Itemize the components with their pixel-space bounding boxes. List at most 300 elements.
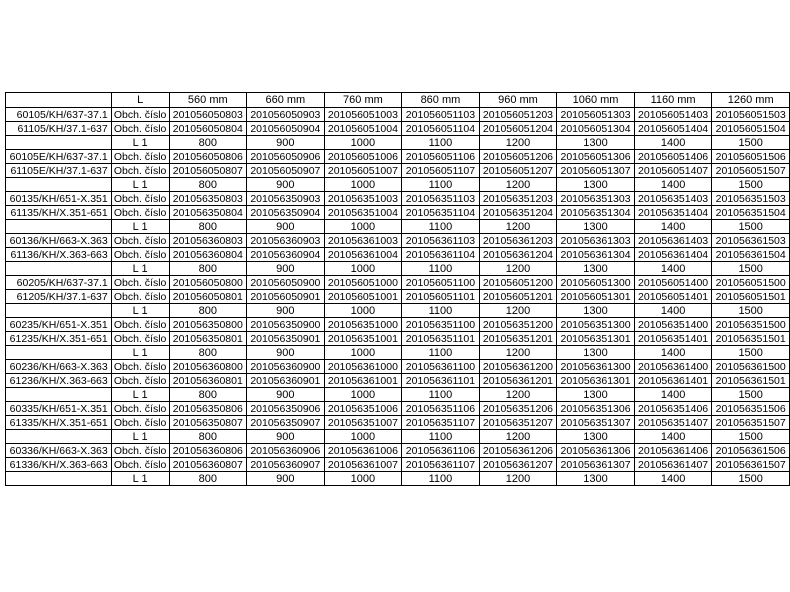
article-code-cell: 201056360900 — [247, 360, 325, 374]
l1-value-cell: 1500 — [712, 304, 790, 318]
l1-value-cell: 1100 — [402, 472, 479, 486]
l1-value-cell: 1200 — [479, 178, 557, 192]
l1-value-cell: 1500 — [712, 472, 790, 486]
l1-row — [6, 304, 790, 318]
article-code-cell: 201056361100 — [402, 360, 479, 374]
article-code-cell: 201056361404 — [634, 248, 712, 262]
article-code-cell: 201056051000 — [324, 276, 402, 290]
l1-value-cell: 1400 — [634, 178, 712, 192]
model-name-cell: 60105/KH/637-37.1 — [6, 108, 112, 122]
article-code-cell: 201056361004 — [324, 248, 402, 262]
code-row — [6, 416, 790, 430]
l1-label-cell: L 1 — [111, 430, 169, 444]
article-code-cell: 201056050906 — [247, 150, 325, 164]
article-code-cell: 201056050804 — [169, 122, 247, 136]
row-label-cell: Obch. číslo — [111, 444, 169, 458]
l1-value-cell: 1500 — [712, 136, 790, 150]
article-code-cell: 201056361406 — [634, 444, 712, 458]
article-code-cell: 201056051201 — [479, 290, 557, 304]
article-code-cell: 201056351004 — [324, 206, 402, 220]
article-code-cell: 201056051307 — [557, 164, 635, 178]
l1-value-cell: 1100 — [402, 346, 479, 360]
header-param-label: L — [111, 93, 169, 108]
l1-value-cell: 1500 — [712, 220, 790, 234]
l1-value-cell: 1200 — [479, 136, 557, 150]
row-label-cell: Obch. číslo — [111, 192, 169, 206]
article-code-cell: 201056051406 — [634, 150, 712, 164]
l1-label-cell: L 1 — [111, 346, 169, 360]
article-code-cell: 201056361503 — [712, 234, 790, 248]
article-code-cell: 201056051501 — [712, 290, 790, 304]
model-name-cell: 60135/KH/651-X.351 — [6, 192, 112, 206]
article-code-cell: 201056051007 — [324, 164, 402, 178]
l1-value-cell: 900 — [247, 472, 325, 486]
article-code-cell: 201056361403 — [634, 234, 712, 248]
article-code-cell: 201056350806 — [169, 402, 247, 416]
article-code-cell: 201056351100 — [402, 318, 479, 332]
article-code-cell: 201056351503 — [712, 192, 790, 206]
row-label-cell: Obch. číslo — [111, 318, 169, 332]
article-code-cell: 201056361201 — [479, 374, 557, 388]
article-code-cell: 201056350907 — [247, 416, 325, 430]
article-code-cell: 201056361103 — [402, 234, 479, 248]
l1-spacer-cell — [6, 346, 112, 360]
l1-label-cell: L 1 — [111, 388, 169, 402]
article-code-cell: 201056351006 — [324, 402, 402, 416]
model-name-cell: 60235/KH/651-X.351 — [6, 318, 112, 332]
row-label-cell: Obch. číslo — [111, 332, 169, 346]
product-code-table — [5, 92, 790, 486]
article-code-cell: 201056051106 — [402, 150, 479, 164]
article-code-cell: 201056360901 — [247, 374, 325, 388]
article-code-cell: 201056051503 — [712, 108, 790, 122]
article-code-cell: 201056361006 — [324, 444, 402, 458]
article-code-cell: 201056351200 — [479, 318, 557, 332]
article-code-cell: 201056051507 — [712, 164, 790, 178]
l1-row — [6, 388, 790, 402]
model-name-cell: 61105E/KH/37.1-637 — [6, 164, 112, 178]
l1-spacer-cell — [6, 178, 112, 192]
code-row — [6, 248, 790, 262]
l1-row — [6, 346, 790, 360]
article-code-cell: 201056051403 — [634, 108, 712, 122]
article-code-cell: 201056051404 — [634, 122, 712, 136]
l1-label-cell: L 1 — [111, 178, 169, 192]
article-code-cell: 201056350800 — [169, 318, 247, 332]
article-code-cell: 201056050904 — [247, 122, 325, 136]
model-name-cell: 61136/KH/X.363-663 — [6, 248, 112, 262]
l1-row — [6, 178, 790, 192]
l1-value-cell: 1000 — [324, 346, 402, 360]
code-row — [6, 276, 790, 290]
article-code-cell: 201056361307 — [557, 458, 635, 472]
l1-row — [6, 430, 790, 444]
l1-value-cell: 800 — [169, 262, 247, 276]
model-name-cell: 60136/KH/663-X.363 — [6, 234, 112, 248]
model-name-cell: 61235/KH/X.351-651 — [6, 332, 112, 346]
l1-spacer-cell — [6, 262, 112, 276]
model-name-cell: 61105/KH/37.1-637 — [6, 122, 112, 136]
article-code-cell: 201056351504 — [712, 206, 790, 220]
article-code-cell: 201056350804 — [169, 206, 247, 220]
l1-row — [6, 472, 790, 486]
article-code-cell: 201056361507 — [712, 458, 790, 472]
l1-row — [6, 262, 790, 276]
l1-value-cell: 1500 — [712, 178, 790, 192]
code-row — [6, 192, 790, 206]
header-length-cell: 760 mm — [324, 93, 402, 108]
article-code-cell: 201056351104 — [402, 206, 479, 220]
article-code-cell: 201056361101 — [402, 374, 479, 388]
l1-value-cell: 1100 — [402, 430, 479, 444]
l1-label-cell: L 1 — [111, 262, 169, 276]
l1-spacer-cell — [6, 136, 112, 150]
l1-row — [6, 136, 790, 150]
code-row — [6, 360, 790, 374]
l1-value-cell: 1300 — [557, 262, 635, 276]
code-row — [6, 122, 790, 136]
l1-value-cell: 1400 — [634, 262, 712, 276]
article-code-cell: 201056051500 — [712, 276, 790, 290]
article-code-cell: 201056360903 — [247, 234, 325, 248]
model-name-cell: 60105E/KH/637-37.1 — [6, 150, 112, 164]
article-code-cell: 201056361106 — [402, 444, 479, 458]
l1-value-cell: 1300 — [557, 178, 635, 192]
l1-value-cell: 1400 — [634, 136, 712, 150]
header-length-cell: 560 mm — [169, 93, 247, 108]
l1-value-cell: 1000 — [324, 472, 402, 486]
article-code-cell: 201056360801 — [169, 374, 247, 388]
l1-value-cell: 1100 — [402, 262, 479, 276]
l1-value-cell: 900 — [247, 346, 325, 360]
l1-value-cell: 1400 — [634, 304, 712, 318]
article-code-cell: 201056351301 — [557, 332, 635, 346]
l1-value-cell: 1500 — [712, 388, 790, 402]
article-code-cell: 201056361200 — [479, 360, 557, 374]
article-code-cell: 201056350904 — [247, 206, 325, 220]
l1-value-cell: 1000 — [324, 220, 402, 234]
article-code-cell: 201056351500 — [712, 318, 790, 332]
article-code-cell: 201056361001 — [324, 374, 402, 388]
l1-value-cell: 900 — [247, 430, 325, 444]
model-name-cell: 61205/KH/37.1-637 — [6, 290, 112, 304]
model-name-cell: 61135/KH/X.351-651 — [6, 206, 112, 220]
l1-label-cell: L 1 — [111, 136, 169, 150]
l1-value-cell: 1500 — [712, 262, 790, 276]
article-code-cell: 201056361306 — [557, 444, 635, 458]
l1-label-cell: L 1 — [111, 220, 169, 234]
article-code-cell: 201056350906 — [247, 402, 325, 416]
l1-value-cell: 1400 — [634, 430, 712, 444]
article-code-cell: 201056351404 — [634, 206, 712, 220]
l1-value-cell: 1300 — [557, 220, 635, 234]
header-length-cell: 660 mm — [247, 93, 325, 108]
l1-value-cell: 1100 — [402, 388, 479, 402]
article-code-cell: 201056051206 — [479, 150, 557, 164]
l1-value-cell: 1100 — [402, 304, 479, 318]
article-code-cell: 201056050900 — [247, 276, 325, 290]
l1-value-cell: 900 — [247, 304, 325, 318]
article-code-cell: 201056351007 — [324, 416, 402, 430]
code-row — [6, 318, 790, 332]
article-code-cell: 201056351506 — [712, 402, 790, 416]
article-code-cell: 201056351501 — [712, 332, 790, 346]
article-code-cell: 201056351306 — [557, 402, 635, 416]
l1-value-cell: 800 — [169, 304, 247, 318]
article-code-cell: 201056050801 — [169, 290, 247, 304]
l1-value-cell: 1400 — [634, 472, 712, 486]
article-code-cell: 201056361207 — [479, 458, 557, 472]
l1-value-cell: 1200 — [479, 304, 557, 318]
row-label-cell: Obch. číslo — [111, 290, 169, 304]
l1-label-cell: L 1 — [111, 472, 169, 486]
code-row — [6, 234, 790, 248]
model-name-cell: 60205/KH/637-37.1 — [6, 276, 112, 290]
article-code-cell: 201056361300 — [557, 360, 635, 374]
l1-value-cell: 1200 — [479, 220, 557, 234]
code-row — [6, 402, 790, 416]
l1-value-cell: 1300 — [557, 388, 635, 402]
article-code-cell: 201056360804 — [169, 248, 247, 262]
l1-value-cell: 900 — [247, 388, 325, 402]
row-label-cell: Obch. číslo — [111, 360, 169, 374]
article-code-cell: 201056351001 — [324, 332, 402, 346]
model-name-cell: 60236/KH/663-X.363 — [6, 360, 112, 374]
article-code-cell: 201056361203 — [479, 234, 557, 248]
article-code-cell: 201056051407 — [634, 164, 712, 178]
code-row — [6, 290, 790, 304]
l1-spacer-cell — [6, 430, 112, 444]
l1-value-cell: 1500 — [712, 346, 790, 360]
article-code-cell: 201056050806 — [169, 150, 247, 164]
l1-spacer-cell — [6, 388, 112, 402]
article-code-cell: 201056361007 — [324, 458, 402, 472]
l1-value-cell: 1200 — [479, 346, 557, 360]
l1-spacer-cell — [6, 304, 112, 318]
row-label-cell: Obch. číslo — [111, 108, 169, 122]
article-code-cell: 201056351304 — [557, 206, 635, 220]
model-name-cell: 61335/KH/X.351-651 — [6, 416, 112, 430]
row-label-cell: Obch. číslo — [111, 248, 169, 262]
row-label-cell: Obch. číslo — [111, 458, 169, 472]
l1-value-cell: 1300 — [557, 472, 635, 486]
article-code-cell: 201056051401 — [634, 290, 712, 304]
article-code-cell: 201056360803 — [169, 234, 247, 248]
article-code-cell: 201056361500 — [712, 360, 790, 374]
article-code-cell: 201056351204 — [479, 206, 557, 220]
article-code-cell: 201056351401 — [634, 332, 712, 346]
article-code-cell: 201056351406 — [634, 402, 712, 416]
article-code-cell: 201056360800 — [169, 360, 247, 374]
l1-value-cell: 1000 — [324, 388, 402, 402]
article-code-cell: 201056051400 — [634, 276, 712, 290]
l1-value-cell: 800 — [169, 388, 247, 402]
article-code-cell: 201056051304 — [557, 122, 635, 136]
article-code-cell: 201056051001 — [324, 290, 402, 304]
l1-value-cell: 1200 — [479, 472, 557, 486]
article-code-cell: 201056351300 — [557, 318, 635, 332]
article-code-cell: 201056351207 — [479, 416, 557, 430]
article-code-cell: 201056360807 — [169, 458, 247, 472]
l1-value-cell: 1000 — [324, 430, 402, 444]
header-corner-cell — [6, 93, 112, 108]
code-row — [6, 108, 790, 122]
l1-spacer-cell — [6, 220, 112, 234]
code-row — [6, 374, 790, 388]
article-code-cell: 201056051004 — [324, 122, 402, 136]
article-code-cell: 201056361304 — [557, 248, 635, 262]
article-code-cell: 201056051107 — [402, 164, 479, 178]
model-name-cell: 60336/KH/663-X.363 — [6, 444, 112, 458]
l1-value-cell: 1200 — [479, 430, 557, 444]
article-code-cell: 201056351400 — [634, 318, 712, 332]
article-code-cell: 201056361401 — [634, 374, 712, 388]
article-code-cell: 201056351003 — [324, 192, 402, 206]
l1-value-cell: 1500 — [712, 430, 790, 444]
article-code-cell: 201056361504 — [712, 248, 790, 262]
article-code-cell: 201056051200 — [479, 276, 557, 290]
article-code-cell: 201056351307 — [557, 416, 635, 430]
article-code-cell: 201056351106 — [402, 402, 479, 416]
article-code-cell: 201056350900 — [247, 318, 325, 332]
article-code-cell: 201056050807 — [169, 164, 247, 178]
article-code-cell: 201056361501 — [712, 374, 790, 388]
code-row — [6, 150, 790, 164]
l1-value-cell: 1300 — [557, 430, 635, 444]
article-code-cell: 201056051300 — [557, 276, 635, 290]
article-code-cell: 201056351201 — [479, 332, 557, 346]
article-code-cell: 201056350801 — [169, 332, 247, 346]
l1-value-cell: 800 — [169, 136, 247, 150]
code-row — [6, 444, 790, 458]
article-code-cell: 201056051306 — [557, 150, 635, 164]
article-code-cell: 201056361506 — [712, 444, 790, 458]
article-code-cell: 201056351403 — [634, 192, 712, 206]
code-row — [6, 332, 790, 346]
l1-value-cell: 800 — [169, 430, 247, 444]
article-code-cell: 201056360907 — [247, 458, 325, 472]
l1-value-cell: 800 — [169, 472, 247, 486]
l1-value-cell: 1100 — [402, 220, 479, 234]
row-label-cell: Obch. číslo — [111, 206, 169, 220]
article-code-cell: 201056051204 — [479, 122, 557, 136]
row-label-cell: Obch. číslo — [111, 164, 169, 178]
model-name-cell: 61336/KH/X.363-663 — [6, 458, 112, 472]
l1-value-cell: 1300 — [557, 136, 635, 150]
model-name-cell: 60335/KH/651-X.351 — [6, 402, 112, 416]
article-code-cell: 201056051100 — [402, 276, 479, 290]
code-row — [6, 458, 790, 472]
article-code-cell: 201056351103 — [402, 192, 479, 206]
l1-value-cell: 800 — [169, 346, 247, 360]
l1-value-cell: 1000 — [324, 178, 402, 192]
article-code-cell: 201056361303 — [557, 234, 635, 248]
header-length-cell: 860 mm — [402, 93, 479, 108]
row-label-cell: Obch. číslo — [111, 374, 169, 388]
article-code-cell: 201056350903 — [247, 192, 325, 206]
article-code-cell: 201056051506 — [712, 150, 790, 164]
article-code-cell: 201056351107 — [402, 416, 479, 430]
article-code-cell: 201056351507 — [712, 416, 790, 430]
l1-value-cell: 1300 — [557, 346, 635, 360]
article-code-cell: 201056351206 — [479, 402, 557, 416]
l1-value-cell: 1000 — [324, 304, 402, 318]
article-code-cell: 201056361206 — [479, 444, 557, 458]
article-code-cell: 201056051504 — [712, 122, 790, 136]
row-label-cell: Obch. číslo — [111, 150, 169, 164]
l1-value-cell: 1200 — [479, 388, 557, 402]
header-length-cell: 1260 mm — [712, 93, 790, 108]
l1-value-cell: 900 — [247, 220, 325, 234]
row-label-cell: Obch. číslo — [111, 276, 169, 290]
article-code-cell: 201056361400 — [634, 360, 712, 374]
l1-value-cell: 1100 — [402, 136, 479, 150]
article-code-cell: 201056351203 — [479, 192, 557, 206]
header-length-cell: 960 mm — [479, 93, 557, 108]
article-code-cell: 201056350803 — [169, 192, 247, 206]
article-code-cell: 201056351303 — [557, 192, 635, 206]
article-code-cell: 201056051003 — [324, 108, 402, 122]
article-code-cell: 201056351000 — [324, 318, 402, 332]
article-code-cell: 201056050800 — [169, 276, 247, 290]
article-code-cell: 201056361000 — [324, 360, 402, 374]
l1-value-cell: 800 — [169, 220, 247, 234]
l1-value-cell: 1000 — [324, 136, 402, 150]
header-length-cell: 1160 mm — [634, 93, 712, 108]
article-code-cell: 201056051101 — [402, 290, 479, 304]
table-body — [6, 93, 790, 486]
l1-value-cell: 900 — [247, 262, 325, 276]
article-code-cell: 201056350807 — [169, 416, 247, 430]
code-row — [6, 164, 790, 178]
article-code-cell: 201056361204 — [479, 248, 557, 262]
article-code-cell: 201056051301 — [557, 290, 635, 304]
article-code-cell: 201056351101 — [402, 332, 479, 346]
article-code-cell: 201056361003 — [324, 234, 402, 248]
l1-value-cell: 1300 — [557, 304, 635, 318]
l1-value-cell: 1400 — [634, 388, 712, 402]
article-code-cell: 201056361301 — [557, 374, 635, 388]
code-row — [6, 206, 790, 220]
l1-value-cell: 1000 — [324, 262, 402, 276]
article-code-cell: 201056361407 — [634, 458, 712, 472]
l1-value-cell: 1400 — [634, 220, 712, 234]
l1-value-cell: 1400 — [634, 346, 712, 360]
article-code-cell: 201056051207 — [479, 164, 557, 178]
l1-value-cell: 1200 — [479, 262, 557, 276]
row-label-cell: Obch. číslo — [111, 402, 169, 416]
row-label-cell: Obch. číslo — [111, 122, 169, 136]
article-code-cell: 201056051303 — [557, 108, 635, 122]
article-code-cell: 201056051006 — [324, 150, 402, 164]
article-code-cell: 201056050901 — [247, 290, 325, 304]
row-label-cell: Obch. číslo — [111, 416, 169, 430]
model-name-cell: 61236/KH/X.363-663 — [6, 374, 112, 388]
row-label-cell: Obch. číslo — [111, 234, 169, 248]
l1-row — [6, 220, 790, 234]
l1-value-cell: 900 — [247, 136, 325, 150]
article-code-cell: 201056361107 — [402, 458, 479, 472]
article-code-cell: 201056050803 — [169, 108, 247, 122]
article-code-cell: 201056351407 — [634, 416, 712, 430]
article-code-cell: 201056360806 — [169, 444, 247, 458]
l1-value-cell: 1100 — [402, 178, 479, 192]
article-code-cell: 201056360906 — [247, 444, 325, 458]
article-code-cell: 201056360904 — [247, 248, 325, 262]
l1-spacer-cell — [6, 472, 112, 486]
article-code-cell: 201056051203 — [479, 108, 557, 122]
article-code-cell: 201056050903 — [247, 108, 325, 122]
